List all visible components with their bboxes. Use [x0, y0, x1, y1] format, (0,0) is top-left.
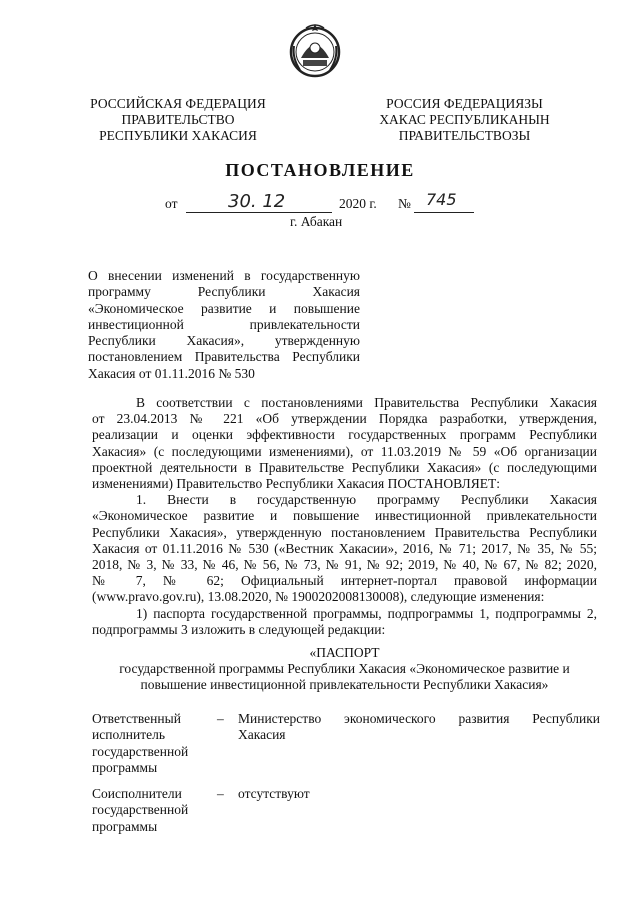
body-line: реализации и оценки эффективности государственных программ Республики	[92, 427, 597, 443]
subject-line: постановлением Правительства Республики	[88, 349, 360, 365]
body-line: проектной деятельности в Правительстве Республики Хакасия» (с последующими	[92, 459, 597, 475]
subject-line: инвестиционной привлекательности	[88, 316, 360, 332]
subject-line: «Экономическое развитие и повышение	[88, 300, 360, 316]
body-line: подпрограммы 3 изложить в следующей редакции:	[92, 621, 386, 637]
label-line: Соисполнители	[92, 786, 182, 801]
subject-line: программу Республики Хакасия	[88, 284, 360, 300]
value-line: Министерство экономического развития Республики	[238, 711, 600, 726]
value-line: Хакасия	[238, 727, 286, 743]
header-right-line: РОССИЯ ФЕДЕРАЦИЯЗЫ	[386, 96, 543, 111]
passport-row-value	[238, 711, 600, 744]
body-line: В соответствии с постановлениями Правительства Республики Хакасия	[136, 395, 597, 410]
resolution-body	[92, 395, 597, 638]
passport-heading	[92, 645, 597, 694]
coat-of-arms-emblem	[288, 18, 342, 82]
label-line: программы	[92, 759, 158, 775]
header-left-line: РОССИЙСКАЯ ФЕДЕРАЦИЯ	[90, 96, 266, 111]
header-right-line: ХАКАС РЕСПУБЛИКАНЫН	[379, 112, 550, 127]
body-line: Хакасия от 01.11.2016 № 530 («Вестник Хакасии», 2016, № 71; 2017, № 35, № 55;	[92, 540, 597, 556]
handwritten-date: 30. 12	[228, 191, 286, 212]
header-left	[78, 96, 278, 144]
value-line: отсутствуют	[238, 786, 310, 801]
header-left-line: ПРАВИТЕЛЬСТВО	[121, 112, 235, 127]
date-underline	[186, 212, 332, 213]
subject-heading	[88, 268, 360, 382]
header-right	[352, 96, 577, 144]
label-line: государственной	[92, 743, 189, 759]
body-line: от 23.04.2013 № 221 «Об утверждении Порядка разработки, утверждения,	[92, 411, 597, 427]
date-from-label: от	[165, 196, 178, 211]
passport-subtitle-line: государственной программы Республики Хакасия «Экономическое развитие и	[119, 661, 570, 677]
body-line: Хакасия» (с последующими изменениями), от 11.03.2019 № 59 «Об организации	[92, 443, 597, 459]
subject-line: О внесении изменений в государственную	[88, 268, 360, 283]
header-left-line: РЕСПУБЛИКИ ХАКАСИЯ	[99, 128, 257, 143]
passport-row-value	[238, 786, 600, 802]
number-underline	[414, 212, 474, 213]
passport-row-label	[92, 786, 210, 835]
body-line: 1) паспорта государственной программы, подпрограммы 1, подпрограммы 2,	[136, 605, 597, 621]
passport-subtitle-line: повышение инвестиционной привлекательности Республики Хакасия»	[140, 677, 549, 693]
label-line: Ответственный	[92, 711, 181, 726]
label-line: программы	[92, 818, 158, 834]
body-line: (www.pravo.gov.ru), 13.08.2020, № 1900202008130008), следующие изменения:	[92, 589, 545, 605]
header-right-line: ПРАВИТЕЛЬСТВОЗЫ	[398, 128, 531, 143]
label-line: государственной	[92, 802, 189, 818]
passport-row-label	[92, 711, 210, 776]
body-line: 2018, № 3, № 33, № 46, № 56, № 73, № 91, № 92; 2019, № 40, № 67, № 82; 2020,	[92, 557, 597, 573]
handwritten-number: 745	[426, 190, 457, 209]
document-type-title: ПОСТАНОВЛЕНИЕ	[225, 160, 415, 180]
body-line: 1. Внести в государственную программу Республики Хакасия	[136, 492, 597, 508]
passport-title: «ПАСПОРТ	[309, 645, 380, 660]
city-label: г. Абакан	[290, 214, 343, 229]
number-label: №	[398, 196, 411, 211]
body-line: «Экономическое развитие и повышение инвестиционной привлекательности	[92, 508, 597, 524]
row-dash: –	[217, 711, 224, 726]
body-line: изменениями) Правительство Республики Хакасия ПОСТАНОВЛЯЕТ:	[92, 476, 500, 492]
subject-line: Республики Хакасия», утвержденную	[88, 333, 360, 349]
body-line: Республики Хакасия», утвержденную постановлением Правительства Республики	[92, 524, 597, 540]
date-year: 2020 г.	[339, 196, 377, 211]
subject-line: Хакасия от 01.11.2016 № 530	[88, 365, 255, 381]
label-line: исполнитель	[92, 727, 165, 743]
row-dash: –	[217, 786, 224, 801]
body-line: № 7, № 62; Официальный интернет-портал правовой информации	[92, 573, 597, 589]
